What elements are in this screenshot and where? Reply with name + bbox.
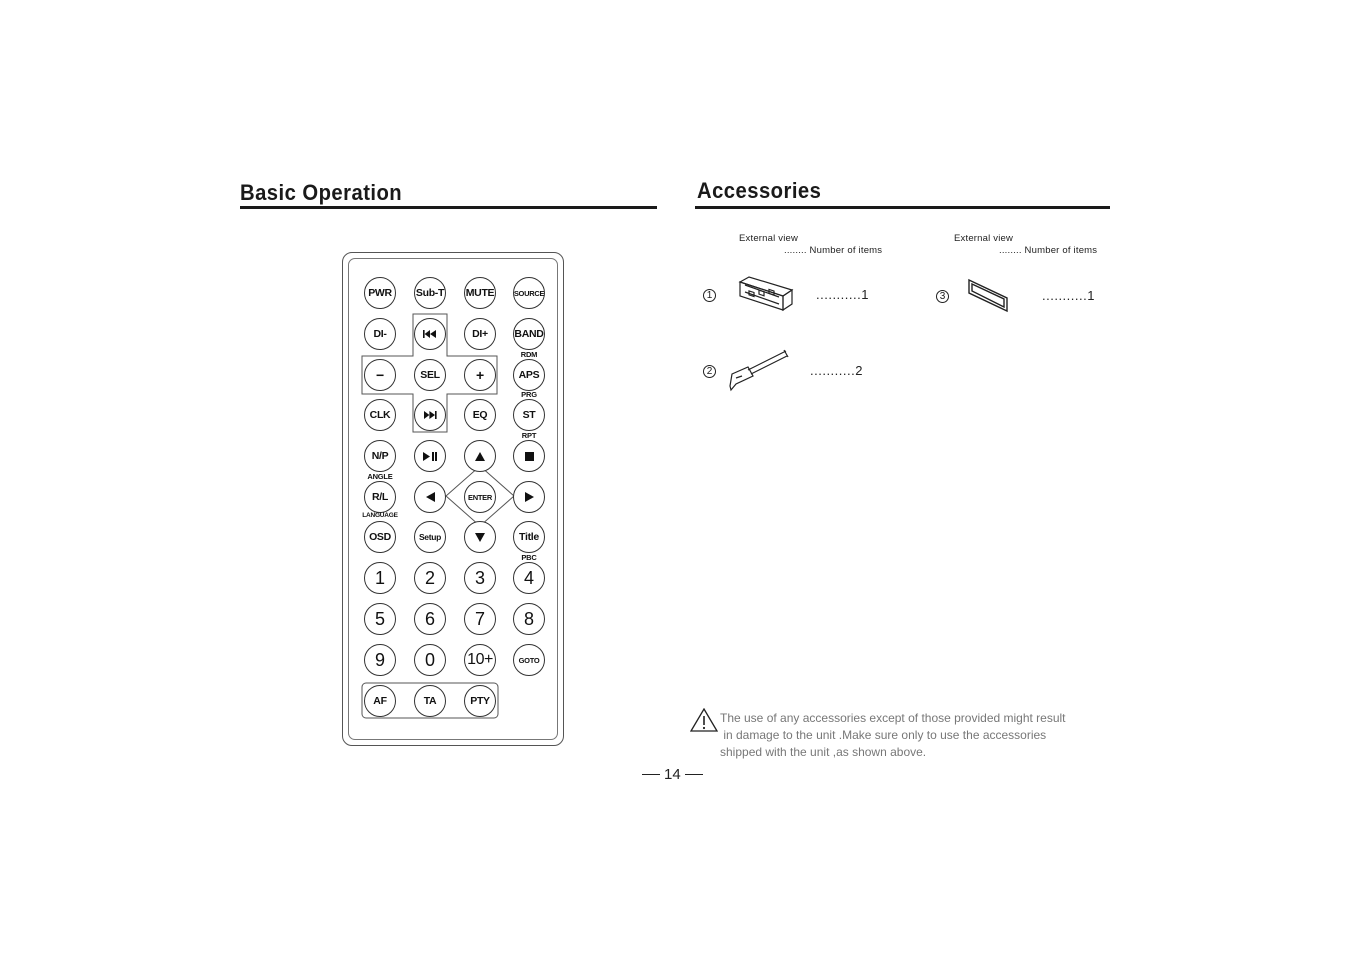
external-view-label-right: External view [954, 233, 1014, 244]
accessories-warning-text [720, 710, 1110, 761]
rl-button[interactable]: R/L [364, 481, 396, 513]
removal-key-illustration [728, 348, 790, 392]
basic-operation-rule [240, 206, 657, 209]
pbc-label: PBC [521, 553, 537, 562]
warning-line-3: shipped with the unit ,as shown above. [720, 745, 927, 759]
number-of-items-label-right: ........ Number of items [999, 245, 1098, 256]
setup-button[interactable]: Setup [414, 521, 446, 553]
play-pause-icon [423, 452, 437, 461]
mute-button[interactable]: MUTE [464, 277, 496, 309]
prev-track-icon [423, 330, 437, 338]
up-arrow-button[interactable] [464, 440, 496, 472]
trim-frame-illustration [966, 278, 1010, 314]
page-number-value: 14 [664, 766, 681, 783]
minus-button[interactable]: − [364, 359, 396, 391]
item-1-quantity: ...........1 [816, 287, 869, 302]
source-button[interactable]: SOURCE [513, 277, 545, 309]
clk-button[interactable]: CLK [364, 399, 396, 431]
down-arrow-button[interactable] [464, 521, 496, 553]
item-1-number: 1 [703, 289, 716, 302]
external-view-label-left: External view [739, 233, 799, 244]
warning-line-1: The use of any accessories except of those provided might result [720, 711, 1066, 725]
number-9-button[interactable]: 9 [364, 644, 396, 676]
pty-button[interactable]: PTY [464, 685, 496, 717]
number-3-button[interactable]: 3 [464, 562, 496, 594]
number-6-button[interactable]: 6 [414, 603, 446, 635]
sub-t-button[interactable]: Sub-T [414, 277, 446, 309]
aps-button[interactable]: APS [513, 359, 545, 391]
number-7-button[interactable]: 7 [464, 603, 496, 635]
rpt-label: RPT [521, 431, 537, 440]
language-label: LANGUAGE [362, 512, 398, 519]
up-arrow-icon [475, 452, 485, 461]
next-track-icon [423, 411, 437, 419]
np-button[interactable]: N/P [364, 440, 396, 472]
goto-button[interactable]: GOTO [513, 644, 545, 676]
af-button[interactable]: AF [364, 685, 396, 717]
play-pause-button[interactable] [414, 440, 446, 472]
left-arrow-icon [426, 492, 435, 502]
stop-button[interactable] [513, 440, 545, 472]
number-10-plus-button[interactable]: 10+ [464, 644, 496, 676]
down-arrow-icon [475, 533, 485, 542]
accessories-heading: Accessories [697, 178, 822, 203]
stop-icon [525, 452, 534, 461]
page-number-dash-right [685, 774, 703, 775]
plus-button[interactable]: + [464, 359, 496, 391]
di-plus-button[interactable]: DI+ [464, 318, 496, 350]
prg-label: PRG [521, 390, 537, 399]
number-5-button[interactable]: 5 [364, 603, 396, 635]
page-number [642, 766, 703, 783]
angle-label: ANGLE [367, 472, 393, 481]
accessories-rule [695, 206, 1110, 209]
number-0-button[interactable]: 0 [414, 644, 446, 676]
page-number-dash-left [642, 774, 660, 775]
warning-line-2: in damage to the unit .Make sure only to use the accessories [720, 728, 1047, 742]
osd-button[interactable]: OSD [364, 521, 396, 553]
pwr-button[interactable]: PWR [364, 277, 396, 309]
item-3-quantity: ...........1 [1042, 288, 1095, 303]
enter-button[interactable]: ENTER [464, 481, 496, 513]
eq-button[interactable]: EQ [464, 399, 496, 431]
title-button[interactable]: Title [513, 521, 545, 553]
number-of-items-label-left: ........ Number of items [784, 245, 883, 256]
number-2-button[interactable]: 2 [414, 562, 446, 594]
band-button[interactable]: BAND [513, 318, 545, 350]
sel-button[interactable]: SEL [414, 359, 446, 391]
st-button[interactable]: ST [513, 399, 545, 431]
item-3-number: 3 [936, 290, 949, 303]
mounting-sleeve-illustration [737, 276, 795, 312]
number-1-button[interactable]: 1 [364, 562, 396, 594]
prev-track-button[interactable] [414, 318, 446, 350]
left-arrow-button[interactable] [414, 481, 446, 513]
right-arrow-button[interactable] [513, 481, 545, 513]
number-8-button[interactable]: 8 [513, 603, 545, 635]
number-4-button[interactable]: 4 [513, 562, 545, 594]
right-arrow-icon [525, 492, 534, 502]
next-track-button[interactable] [414, 399, 446, 431]
ta-button[interactable]: TA [414, 685, 446, 717]
warning-icon [690, 708, 718, 732]
basic-operation-heading: Basic Operation [240, 180, 403, 205]
rdm-label: RDM [520, 350, 538, 359]
di-minus-button[interactable]: DI- [364, 318, 396, 350]
item-2-number: 2 [703, 365, 716, 378]
item-2-quantity: ...........2 [810, 363, 863, 378]
